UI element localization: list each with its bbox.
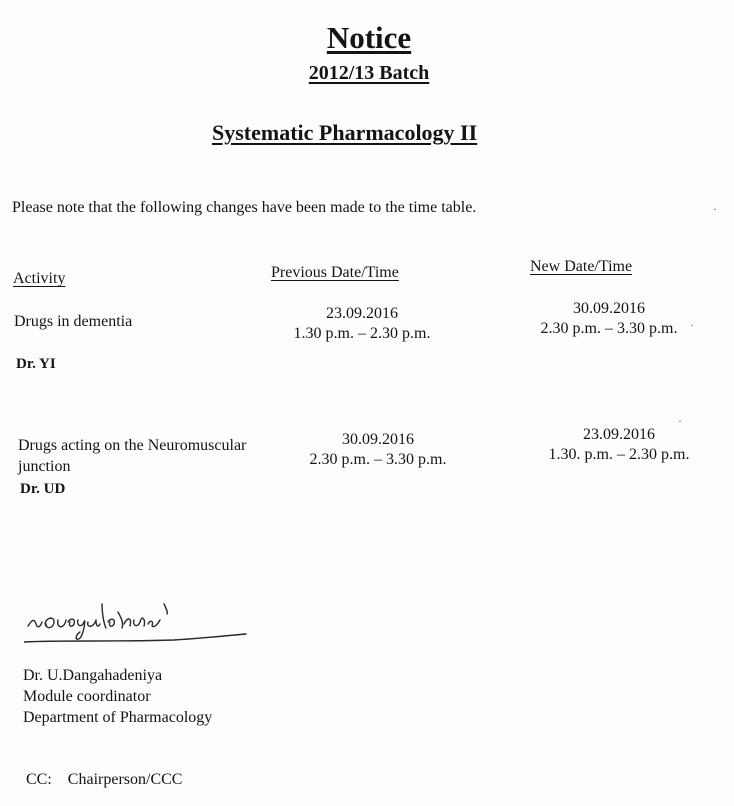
header-previous: Previous Date/Time [271,264,399,281]
scan-mark: · [678,414,682,428]
header-activity: Activity [13,270,66,287]
batch-heading: 2012/13 Batch [308,62,430,84]
cc-recipient: Chairperson/CCC [67,771,183,788]
cc-label: CC: [26,771,52,788]
signatory-name: Dr. U.Dangahadeniya [23,667,163,684]
scan-mark: · [713,202,717,216]
signatory-department: Department of Pharmacology [23,709,213,726]
signature-block [23,665,212,728]
new-date: 30.09.2016 [573,300,645,317]
row-new-datetime [531,425,707,465]
header-new: New Date/Time [530,258,633,275]
intro-text: Please note that the following changes have been made to the time table. [12,199,477,216]
activity-line: Drugs acting on the Neuromuscular [18,437,247,454]
new-date: 23.09.2016 [583,426,655,443]
scan-mark: · [690,318,694,332]
previous-time: 1.30 p.m. – 2.30 p.m. [293,325,431,342]
row-previous-datetime [274,304,450,344]
new-time: 1.30. p.m. – 2.30 p.m. [548,446,690,463]
row-lecturer: Dr. UD [20,481,66,497]
signatory-role: Module coordinator [23,688,151,705]
new-time: 2.30 p.m. – 3.30 p.m. [540,320,678,337]
cc-line [26,771,182,789]
row-new-datetime [521,299,697,339]
row-activity: Drugs in dementia [14,313,133,330]
row-activity [18,435,246,477]
course-heading: Systematic Pharmacology II [212,120,478,145]
row-lecturer: Dr. YI [16,356,56,372]
previous-time: 2.30 p.m. – 3.30 p.m. [309,451,447,468]
previous-date: 30.09.2016 [342,431,414,448]
row-previous-datetime [290,430,466,470]
previous-date: 23.09.2016 [326,305,398,322]
activity-line: junction [18,458,71,475]
handwritten-signature [24,590,254,660]
notice-title: Notice [326,20,412,55]
